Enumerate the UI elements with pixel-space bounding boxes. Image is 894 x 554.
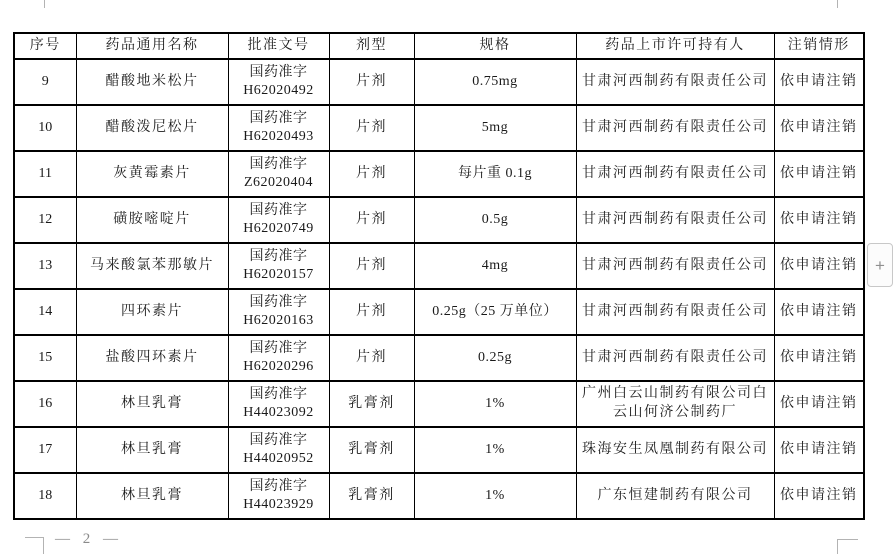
table-body — [14, 59, 864, 519]
approval-prefix: 国药准字 — [249, 65, 308, 80]
page-boundary-mark-bottom-right — [837, 539, 858, 554]
header-row — [14, 33, 864, 59]
approval-code: H44020952 — [243, 451, 314, 466]
cell-dosage-form: 片剂 — [329, 105, 414, 151]
cell-serial-number: 15 — [14, 335, 76, 381]
cell-drug-name: 磺胺嘧啶片 — [76, 197, 228, 243]
header-license-holder: 药品上市许可持有人 — [576, 33, 774, 59]
cell-cancellation: 依申请注销 — [774, 335, 864, 381]
approval-prefix: 国药准字 — [249, 341, 308, 356]
approval-prefix: 国药准字 — [249, 295, 308, 310]
cell-serial-number: 9 — [14, 59, 76, 105]
approval-code: H62020163 — [243, 313, 314, 328]
cell-drug-name: 林旦乳膏 — [76, 427, 228, 473]
cell-drug-name: 灰黄霉素片 — [76, 151, 228, 197]
cell-approval-number — [228, 381, 329, 427]
table-row — [14, 381, 864, 427]
cell-cancellation: 依申请注销 — [774, 151, 864, 197]
approval-prefix: 国药准字 — [249, 111, 308, 126]
approval-prefix: 国药准字 — [249, 433, 308, 448]
cell-specification: 1% — [414, 427, 576, 473]
table-row — [14, 197, 864, 243]
cell-cancellation: 依申请注销 — [774, 473, 864, 519]
cell-approval-number — [228, 289, 329, 335]
cell-license-holder: 甘肃河西制药有限责任公司 — [576, 335, 774, 381]
header-drug-name: 药品通用名称 — [76, 33, 228, 59]
cell-serial-number: 10 — [14, 105, 76, 151]
cell-approval-number — [228, 473, 329, 519]
cell-approval-number — [228, 197, 329, 243]
cell-cancellation: 依申请注销 — [774, 289, 864, 335]
header-cancellation: 注销情形 — [774, 33, 864, 59]
cell-cancellation: 依申请注销 — [774, 105, 864, 151]
approval-code: Z62020404 — [243, 175, 314, 190]
cell-specification: 5mg — [414, 105, 576, 151]
header-serial-number: 序号 — [14, 33, 76, 59]
approval-prefix: 国药准字 — [249, 203, 308, 218]
cell-drug-name: 四环素片 — [76, 289, 228, 335]
cell-dosage-form: 片剂 — [329, 59, 414, 105]
table-row — [14, 59, 864, 105]
approval-code: H62020493 — [243, 129, 314, 144]
cell-license-holder: 广州白云山制药有限公司白云山何济公制药厂 — [576, 381, 774, 427]
cell-cancellation: 依申请注销 — [774, 427, 864, 473]
table-row — [14, 335, 864, 381]
cell-dosage-form: 片剂 — [329, 151, 414, 197]
cell-approval-number — [228, 151, 329, 197]
cell-approval-number — [228, 59, 329, 105]
cell-serial-number: 12 — [14, 197, 76, 243]
cell-license-holder: 广东恒建制药有限公司 — [576, 473, 774, 519]
cell-specification: 0.5g — [414, 197, 576, 243]
cell-dosage-form: 乳膏剂 — [329, 381, 414, 427]
cell-serial-number: 16 — [14, 381, 76, 427]
cell-drug-name: 林旦乳膏 — [76, 381, 228, 427]
approval-prefix: 国药准字 — [249, 249, 308, 264]
cell-serial-number: 18 — [14, 473, 76, 519]
page-number: — 2 — — [55, 531, 119, 547]
cell-license-holder: 甘肃河西制药有限责任公司 — [576, 243, 774, 289]
cell-specification: 0.25g（25 万单位） — [414, 289, 576, 335]
cell-dosage-form: 片剂 — [329, 243, 414, 289]
approval-code: H44023929 — [243, 497, 314, 512]
cell-specification: 每片重 0.1g — [414, 151, 576, 197]
cell-license-holder: 甘肃河西制药有限责任公司 — [576, 197, 774, 243]
cell-cancellation: 依申请注销 — [774, 381, 864, 427]
cell-serial-number: 17 — [14, 427, 76, 473]
cell-drug-name: 马来酸氯苯那敏片 — [76, 243, 228, 289]
approval-code: H62020296 — [243, 359, 314, 374]
approval-prefix: 国药准字 — [249, 479, 308, 494]
table-row — [14, 151, 864, 197]
table-row — [14, 473, 864, 519]
cell-dosage-form: 片剂 — [329, 197, 414, 243]
cell-dosage-form: 片剂 — [329, 289, 414, 335]
cell-drug-name: 醋酸地米松片 — [76, 59, 228, 105]
cell-serial-number: 13 — [14, 243, 76, 289]
approval-code: H62020157 — [243, 267, 314, 282]
table-row — [14, 105, 864, 151]
cell-serial-number: 11 — [14, 151, 76, 197]
plus-button[interactable] — [867, 243, 893, 287]
table-row — [14, 289, 864, 335]
approval-code: H62020492 — [243, 83, 314, 98]
page-boundary-mark-top-right — [837, 0, 838, 8]
header-dosage-form: 剂型 — [329, 33, 414, 59]
header-approval-number: 批准文号 — [228, 33, 329, 59]
cell-dosage-form: 片剂 — [329, 335, 414, 381]
approval-prefix: 国药准字 — [249, 387, 308, 402]
cell-specification: 4mg — [414, 243, 576, 289]
cell-specification: 1% — [414, 473, 576, 519]
cell-license-holder: 甘肃河西制药有限责任公司 — [576, 59, 774, 105]
approval-code: H62020749 — [243, 221, 314, 236]
drug-cancellation-table — [13, 32, 865, 520]
cell-license-holder: 甘肃河西制药有限责任公司 — [576, 105, 774, 151]
cell-approval-number — [228, 105, 329, 151]
cell-license-holder: 珠海安生凤凰制药有限公司 — [576, 427, 774, 473]
header-specification: 规格 — [414, 33, 576, 59]
cell-license-holder: 甘肃河西制药有限责任公司 — [576, 289, 774, 335]
cell-specification: 0.25g — [414, 335, 576, 381]
page-boundary-mark-bottom-left — [25, 537, 44, 554]
cell-approval-number — [228, 427, 329, 473]
cell-approval-number — [228, 335, 329, 381]
cell-dosage-form: 乳膏剂 — [329, 473, 414, 519]
cell-dosage-form: 乳膏剂 — [329, 427, 414, 473]
cell-drug-name: 林旦乳膏 — [76, 473, 228, 519]
page-boundary-mark-top-left — [44, 0, 45, 8]
cell-approval-number — [228, 243, 329, 289]
table-row — [14, 427, 864, 473]
cell-license-holder: 甘肃河西制药有限责任公司 — [576, 151, 774, 197]
cell-specification: 1% — [414, 381, 576, 427]
cell-cancellation: 依申请注销 — [774, 197, 864, 243]
cell-cancellation: 依申请注销 — [774, 59, 864, 105]
plus-icon: + — [875, 255, 885, 275]
cell-serial-number: 14 — [14, 289, 76, 335]
table-row — [14, 243, 864, 289]
cell-cancellation: 依申请注销 — [774, 243, 864, 289]
cell-specification: 0.75mg — [414, 59, 576, 105]
approval-code: H44023092 — [243, 405, 314, 420]
approval-prefix: 国药准字 — [249, 157, 308, 172]
cell-drug-name: 醋酸泼尼松片 — [76, 105, 228, 151]
cell-drug-name: 盐酸四环素片 — [76, 335, 228, 381]
